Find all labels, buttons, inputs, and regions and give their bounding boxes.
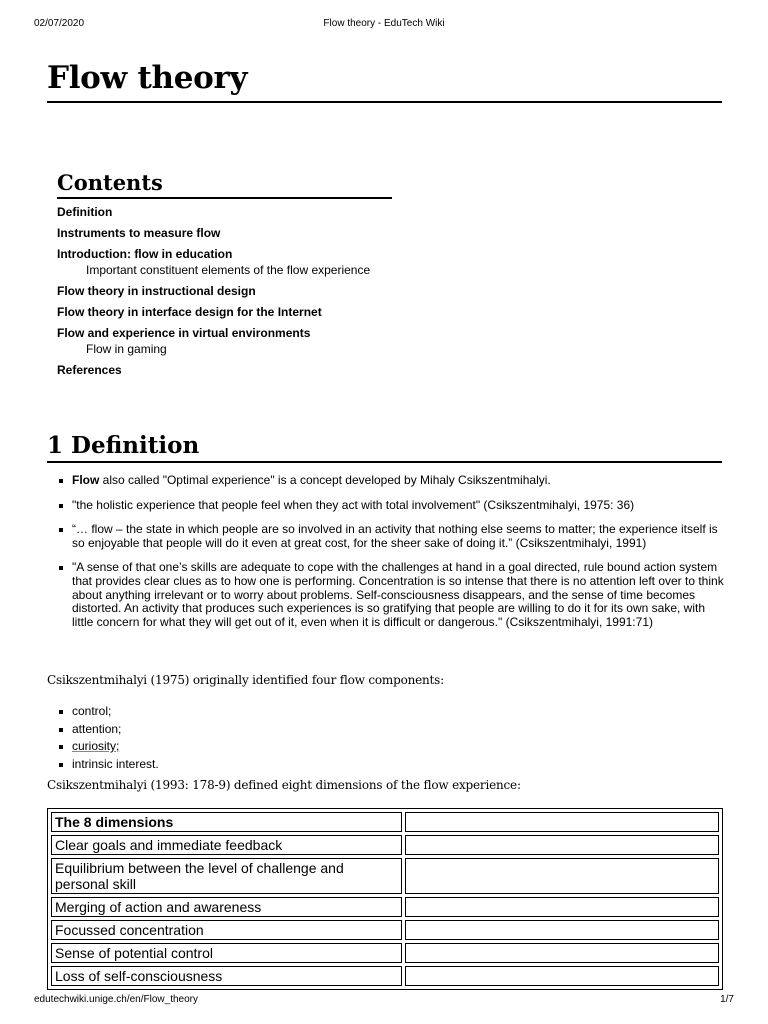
table-cell: Sense of potential control <box>51 943 402 963</box>
table-row <box>51 943 719 963</box>
table-header-row <box>51 812 719 832</box>
table-row <box>51 835 719 855</box>
table-cell-empty <box>405 920 719 940</box>
table-cell-empty <box>405 966 719 986</box>
print-url: edutechwiki.unige.ch/en/Flow_theory <box>34 994 198 1005</box>
print-page-title: Flow theory - EduTech Wiki <box>323 18 445 29</box>
table-cell-empty <box>405 897 719 917</box>
curiosity-link[interactable]: curiosity; <box>72 739 120 753</box>
section-heading-definition: 1 Definition <box>47 432 722 463</box>
toc-item-instruments[interactable]: Instruments to measure flow <box>57 226 221 240</box>
table-row <box>51 920 719 940</box>
print-footer <box>34 994 734 1008</box>
table-cell: Merging of action and awareness <box>51 897 402 917</box>
toc-item-definition[interactable]: Definition <box>57 205 113 219</box>
table-row <box>51 966 719 986</box>
list-item: “… flow – the state in which people are so involved in an activity that nothing else seems to matter; the experience itself is so enjoyable that people will do it even at great cost, for the sheer sake of doing it.” (Csikszentmihalyi, 1991) <box>72 523 727 550</box>
table-cell: Loss of self-consciousness <box>51 966 402 986</box>
list-item: "the holistic experience that people feel when they act with total involvement" (Csikszentmihalyi, 1975: 36) <box>72 499 727 513</box>
toc-title: Contents <box>57 170 392 199</box>
toc-item-instructional-design[interactable]: Flow theory in instructional design <box>57 284 256 298</box>
toc-item-interface-design[interactable]: Flow theory in interface design for the Internet <box>57 305 322 319</box>
components-intro: Csikszentmihalyi (1975) originally identified four flow components: <box>47 673 444 687</box>
table-cell-empty <box>405 858 719 894</box>
list-item: "A sense of that one’s skills are adequate to cope with the challenges at hand in a goal directed, rule bound action system that provides clear clues as to how one is performing. Concentration is so intense that there is no attention left over to think about anything irrelevant or to worry about problems. Self-consciousness disappears, and the sense of time becomes distorted. An activity that produces such experiences is so gratifying that people are willing to do it for its own sake, with little concern for what they will get out of it, even when it is difficult or dangerous." (Csikszentmihalyi, 1991:71) <box>72 561 727 629</box>
page-title: Flow theory <box>47 60 722 103</box>
toc-list <box>57 205 392 378</box>
list-item: control; <box>72 703 159 721</box>
list-item: attention; <box>72 721 159 739</box>
table-row <box>51 858 719 894</box>
page-number: 1/7 <box>720 994 734 1005</box>
table-of-contents <box>57 170 392 384</box>
dimensions-intro: Csikszentmihalyi (1993: 178-9) defined eight dimensions of the flow experience: <box>47 778 521 792</box>
toc-subitem-constituent-elements[interactable]: Important constituent elements of the flow experience <box>86 263 371 277</box>
toc-item-introduction[interactable]: Introduction: flow in education Important constituent elements of the flow experience <box>57 247 392 278</box>
table-cell: Equilibrium between the level of challenge and personal skill <box>51 858 402 894</box>
definition-list <box>72 474 727 640</box>
list-item <box>72 738 159 756</box>
toc-subitem-flow-in-gaming[interactable]: Flow in gaming <box>86 342 167 356</box>
table-cell-empty <box>405 812 719 832</box>
table-cell: Clear goals and immediate feedback <box>51 835 402 855</box>
toc-item-virtual-environments[interactable]: Flow and experience in virtual environments Flow in gaming <box>57 326 392 357</box>
table-cell-empty <box>405 835 719 855</box>
dimensions-table <box>47 808 723 990</box>
table-row <box>51 897 719 917</box>
list-item: intrinsic interest. <box>72 756 159 774</box>
bold-term: Flow <box>72 473 100 487</box>
table-cell-empty <box>405 943 719 963</box>
toc-item-references[interactable]: References <box>57 363 122 377</box>
table-cell: Focussed concentration <box>51 920 402 940</box>
print-header <box>34 18 734 32</box>
table-header-cell: The 8 dimensions <box>51 812 402 832</box>
components-list <box>72 703 159 773</box>
list-item: Flow also called "Optimal experience" is a concept developed by Mihaly Csikszentmihalyi. <box>72 474 727 488</box>
print-date: 02/07/2020 <box>34 18 85 29</box>
